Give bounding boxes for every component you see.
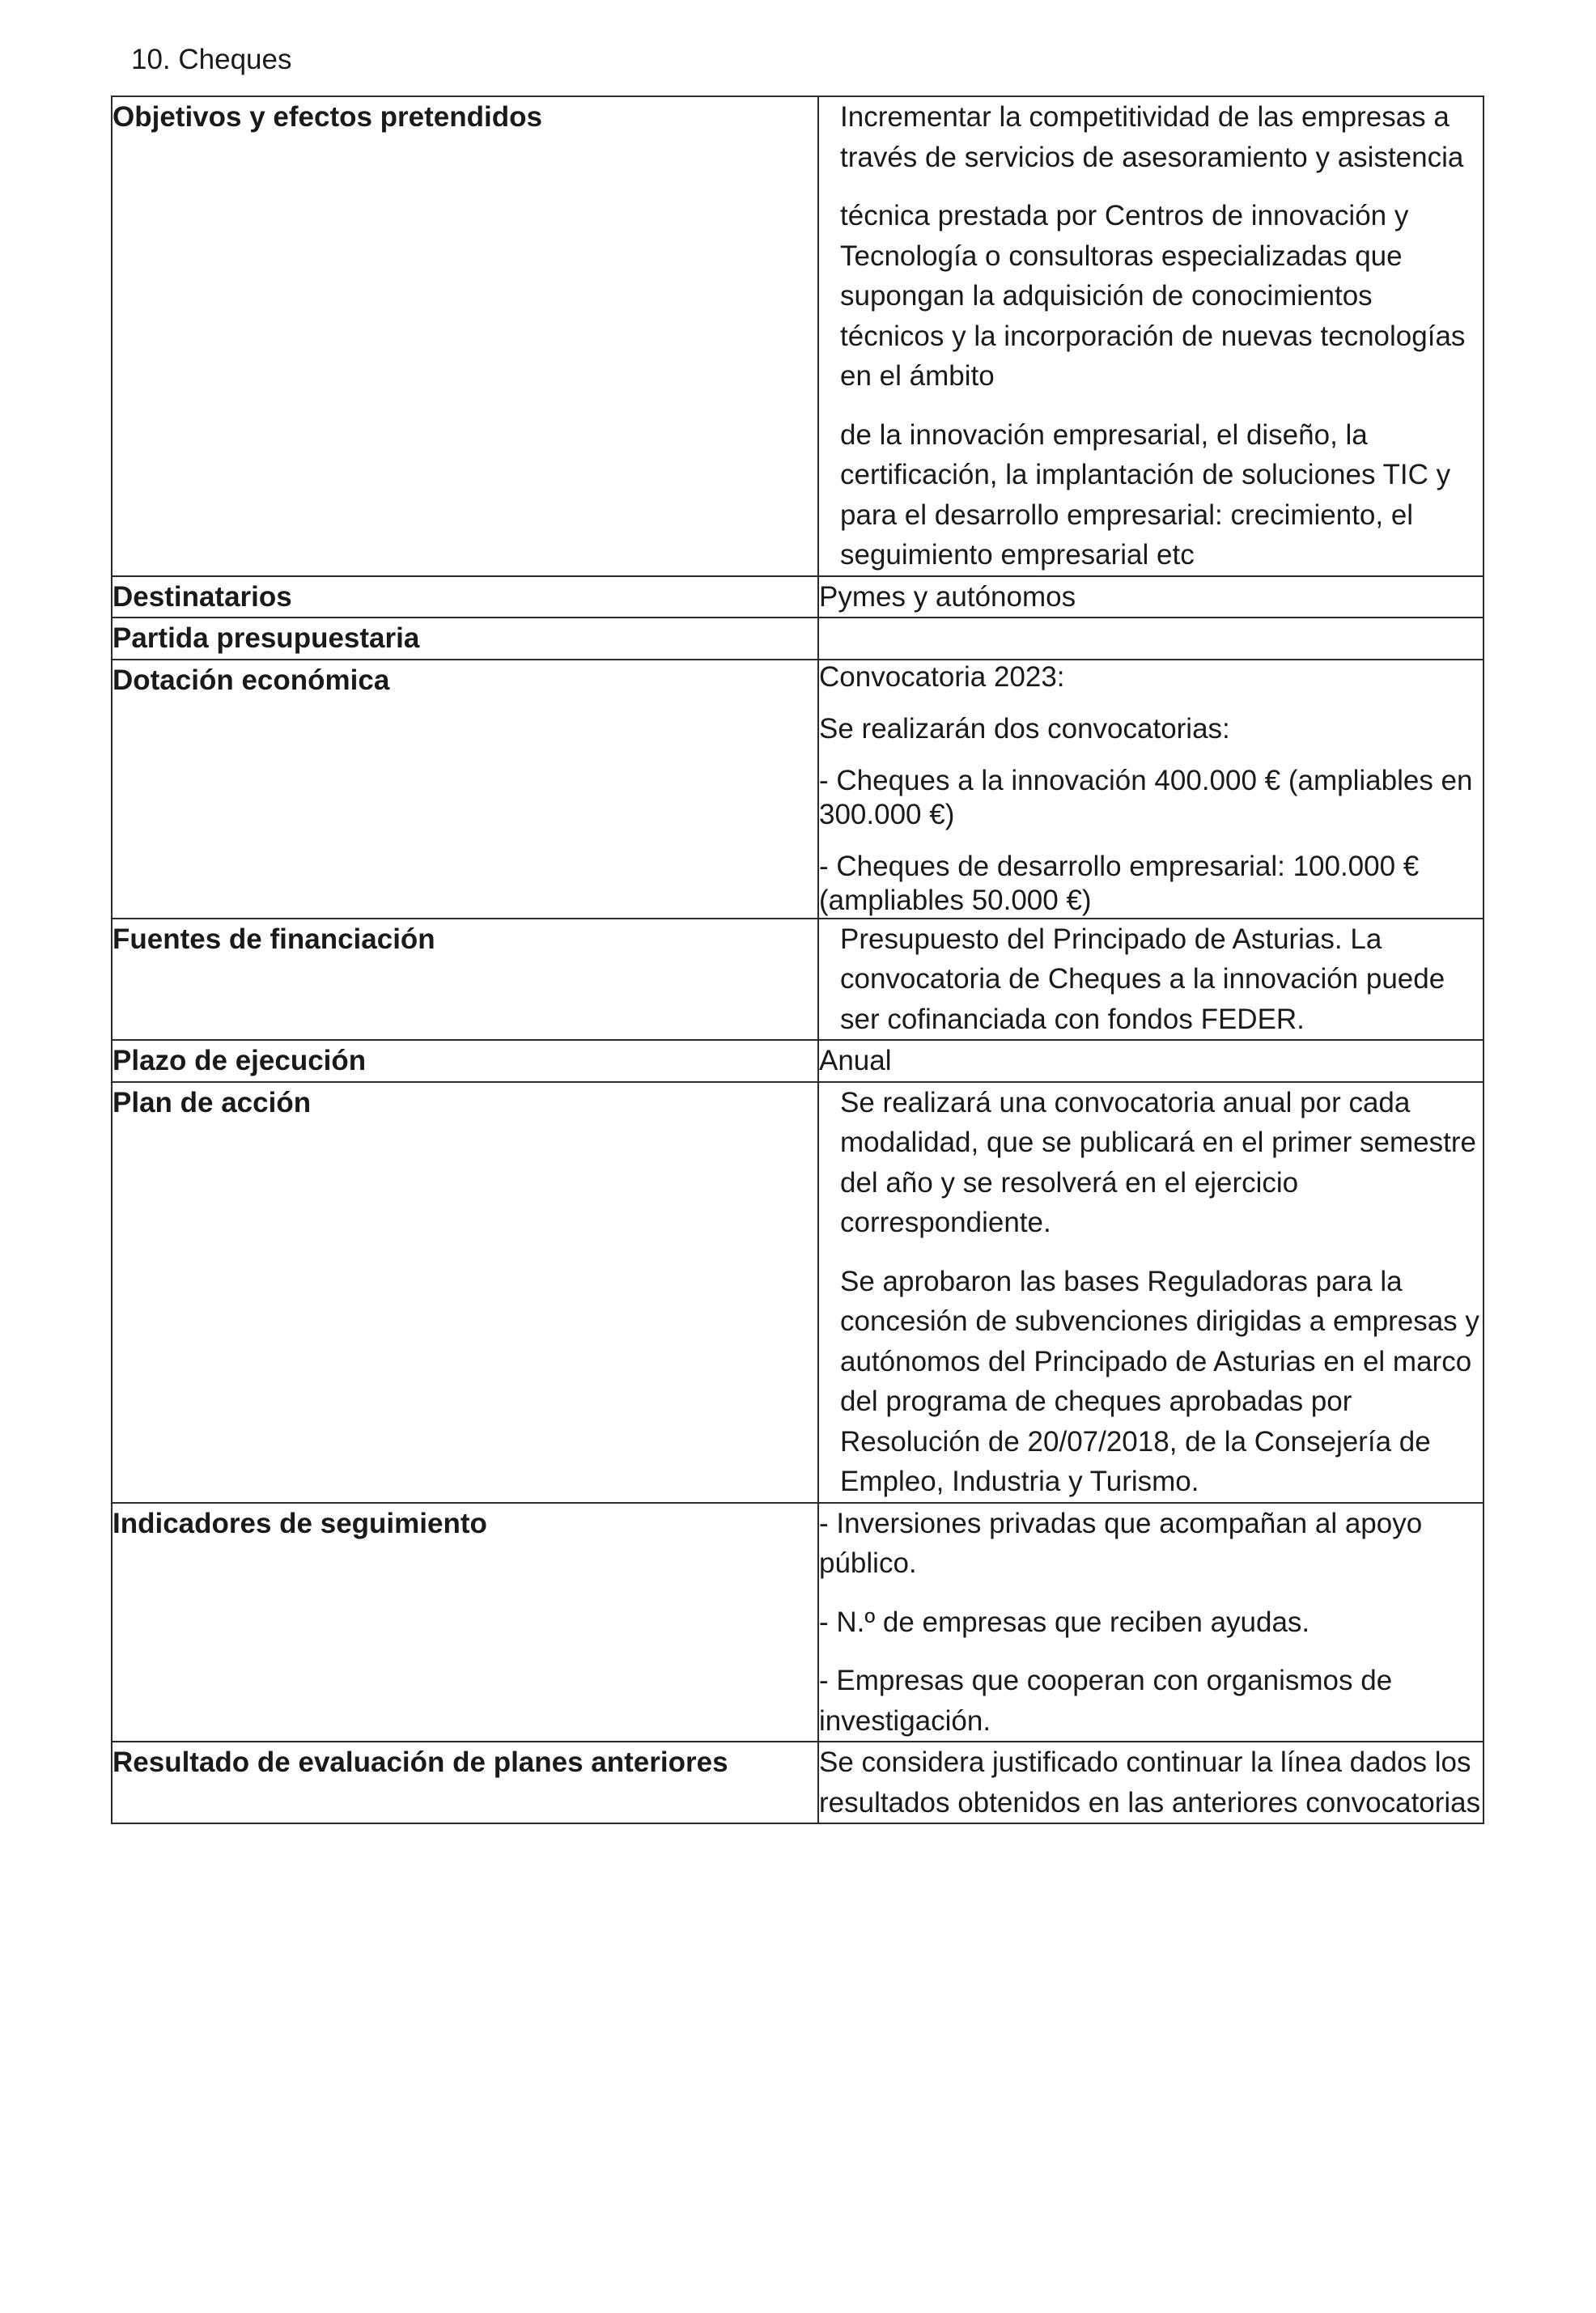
table-row-fuentes [112, 919, 1484, 1041]
row-value-empty [818, 618, 1484, 660]
value-paragraph: - Inversiones privadas que acompañan al apoyo público. [819, 1507, 1423, 1579]
row-label: Plazo de ejecución [112, 1040, 818, 1082]
row-value [818, 1503, 1484, 1742]
value-paragraph: Se realizarán dos convocatorias: [819, 712, 1230, 745]
row-label: Destinatarios [112, 576, 818, 618]
value-paragraph: Convocatoria 2023: [819, 660, 1065, 693]
row-value [818, 96, 1484, 576]
value-paragraph: Presupuesto del Principado de Asturias. La convocatoria de Cheques a la innovación puede ser cofinanciada con fondos FEDER. [840, 923, 1445, 1035]
row-label: Objetivos y efectos pretendidos [112, 96, 818, 576]
value-paragraph: Se aprobaron las bases Reguladoras para la concesión de subvenciones dirigidas a empresas y autónomos del Principado de Asturias en el marco del programa de cheques aprobadas por Resolución de 20/07/2018, de la Consejería de Empleo, Industria y Turismo. [840, 1265, 1479, 1497]
value-paragraph: Se realizará una convocatoria anual por cada modalidad, que se publicará en el primer semestre del año y se resolverá en el ejercicio correspondiente. [840, 1086, 1476, 1238]
table-row-destinatarios [112, 576, 1484, 618]
value-paragraph: Pymes y autónomos [819, 580, 1076, 613]
table-row-dotacion [112, 660, 1484, 919]
row-label: Resultado de evaluación de planes anteriores [112, 1742, 818, 1823]
row-value [818, 919, 1484, 1041]
value-paragraph: técnica prestada por Centros de innovación y Tecnología o consultoras especializadas que supongan la adquisición de conocimientos técnicos y la incorporación de nuevas tecnologías en el ámbito [840, 200, 1466, 392]
row-value [818, 660, 1484, 919]
table-row-indicadores [112, 1503, 1484, 1742]
row-value [818, 1040, 1484, 1082]
value-paragraph: Incrementar la competitividad de las empresas a través de servicios de asesoramiento y asistencia [840, 101, 1464, 173]
value-paragraph: Anual [819, 1045, 892, 1076]
value-paragraph: - Cheques de desarrollo empresarial: 100.000 € (ampliables 50.000 €) [819, 850, 1420, 916]
row-label: Plan de acción [112, 1082, 818, 1503]
row-label: Indicadores de seguimiento [112, 1503, 818, 1742]
table-row-plazo [112, 1040, 1484, 1082]
value-paragraph: - Empresas que cooperan con organismos de investigación. [819, 1665, 1393, 1737]
table-row-objetivos [112, 96, 1484, 576]
value-paragraph: - Cheques a la innovación 400.000 € (ampliables en 300.000 €) [819, 764, 1473, 830]
value-paragraph: Se considera justificado continuar la línea dados los resultados obtenidos en las anteriores convocatorias [819, 1746, 1481, 1819]
row-value [818, 576, 1484, 618]
row-label: Partida presupuestaria [112, 618, 818, 660]
value-paragraph: de la innovación empresarial, el diseño, la certificación, la implantación de soluciones TIC y para el desarrollo empresarial: crecimiento, el seguimiento empresarial etc [840, 418, 1451, 571]
table-row-resultado [112, 1742, 1484, 1823]
table-row-plan [112, 1082, 1484, 1503]
row-label: Dotación económica [112, 660, 818, 919]
value-paragraph: - N.º de empresas que reciben ayudas. [819, 1606, 1310, 1638]
section-heading: 10. Cheques [131, 44, 292, 75]
table-row-partida [112, 618, 1484, 660]
row-value [818, 1742, 1484, 1823]
row-label: Fuentes de financiación [112, 919, 818, 1041]
row-value [818, 1082, 1484, 1503]
programme-table [111, 95, 1484, 1824]
